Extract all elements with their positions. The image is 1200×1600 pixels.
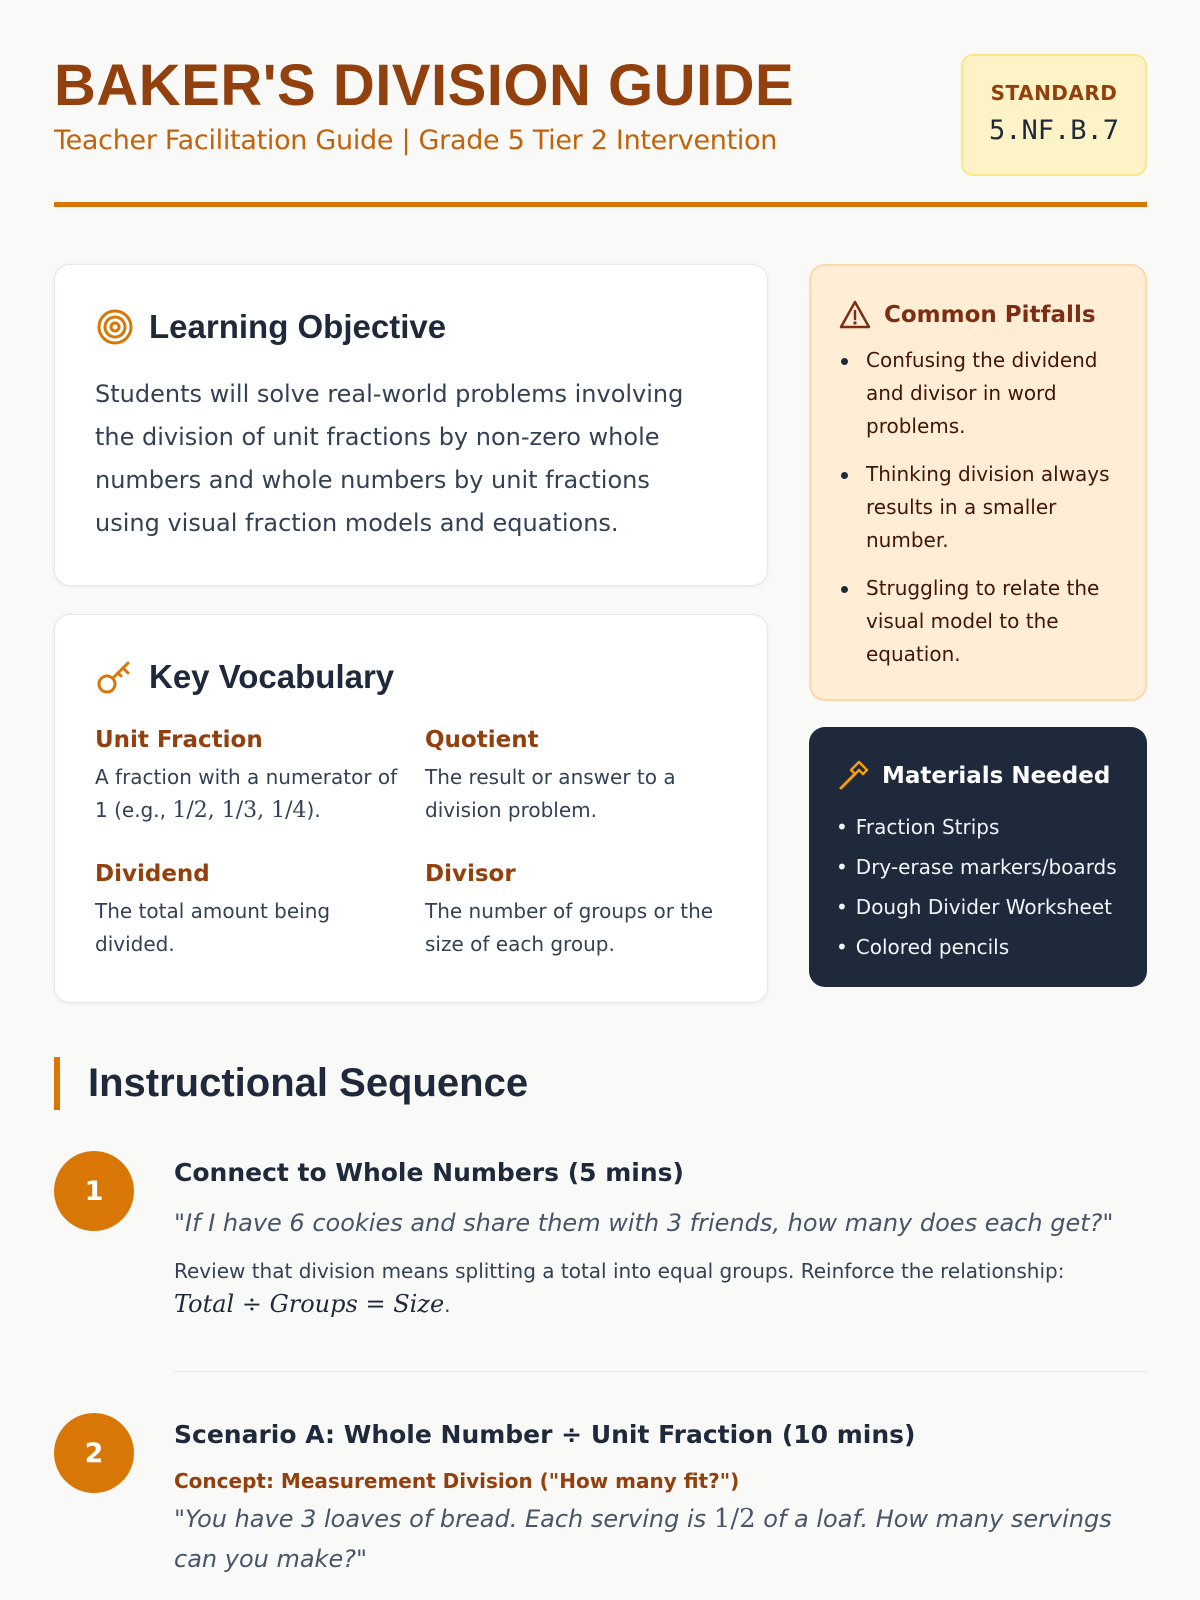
step-text: Review that division means splitting a total into equal groups. Reinforce the relationship: Total ÷ Groups = Size. — [174, 1259, 1065, 1318]
learning-objective-heading: Learning Objective — [95, 307, 446, 347]
step-title: Scenario A: Whole Number ÷ Unit Fraction (10 mins) — [174, 1420, 916, 1449]
vocab-term: Dividend — [95, 861, 210, 887]
materials-needed-card — [809, 727, 1147, 987]
list-item: • Colored pencils — [836, 927, 1117, 967]
instructional-sequence-heading: Instructional Sequence — [54, 1057, 528, 1110]
vocab-definition: The total amount being divided. — [95, 899, 331, 956]
learning-objective-text: Students will solve real-world problems involving the division of unit fractions by non-zero whole numbers and whole numbers by unit fractions using visual fraction models and equations. — [95, 380, 684, 537]
step-number-badge: 2 — [54, 1413, 134, 1493]
standard-code: 5.NF.B.7 — [988, 115, 1120, 146]
vocab-item-quotient — [425, 727, 735, 827]
vocab-term: Quotient — [425, 727, 539, 753]
common-pitfalls-card — [809, 264, 1147, 701]
vocab-item-unit-fraction — [95, 727, 405, 827]
learning-objective-card — [54, 264, 768, 586]
list-item: Confusing the dividend and divisor in word problems. — [838, 344, 1128, 443]
step-divider — [174, 1371, 1147, 1372]
key-vocabulary-card — [54, 614, 768, 1003]
step-equation: Total ÷ Groups = Size — [174, 1290, 445, 1318]
step-number-badge: 1 — [54, 1151, 134, 1231]
standard-badge — [961, 54, 1147, 176]
key-icon — [95, 657, 135, 697]
page-subtitle: Teacher Facilitation Guide | Grade 5 Tier 2 Intervention — [54, 125, 778, 156]
warning-triangle-icon — [838, 298, 872, 332]
standard-label: STANDARD — [990, 81, 1118, 105]
vocab-item-divisor — [425, 861, 735, 961]
list-item: Struggling to relate the visual model to the equation. — [838, 572, 1128, 671]
vocab-definition: The result or answer to a division problem. — [425, 765, 676, 822]
vocab-term: Unit Fraction — [95, 727, 263, 753]
list-item: Thinking division always results in a smaller number. — [838, 458, 1128, 557]
vocab-item-dividend — [95, 861, 405, 961]
guide-page — [54, 0, 1147, 1573]
list-item: • Fraction Strips — [836, 807, 1117, 847]
list-item: • Dry-erase markers/boards — [836, 847, 1117, 887]
vocab-definition: The number of groups or the size of each group. — [425, 899, 714, 956]
step-concept: Concept: Measurement Division ("How many fit?") — [174, 1469, 740, 1493]
key-vocabulary-heading: Key Vocabulary — [95, 657, 394, 697]
pitfalls-list — [838, 344, 1128, 686]
step-quote: "You have 3 loaves of bread. Each serving is 1/2 of a loaf. How many servings can you make?" — [174, 1504, 1112, 1573]
list-item: • Dough Divider Worksheet — [836, 887, 1117, 927]
step-1 — [174, 1158, 1147, 1322]
materials-needed-heading: Materials Needed — [836, 759, 1110, 793]
common-pitfalls-heading: Common Pitfalls — [838, 298, 1096, 332]
step-2 — [174, 1420, 1147, 1579]
target-icon — [95, 307, 135, 347]
page-header — [54, 0, 1147, 207]
vocab-term: Divisor — [425, 861, 516, 887]
step-quote: "If I have 6 cookies and share them with 3 friends, how many does each get?" — [174, 1209, 1114, 1237]
page-title: BAKER'S DIVISION GUIDE — [54, 53, 795, 118]
step-title: Connect to Whole Numbers (5 mins) — [174, 1158, 684, 1187]
vocab-definition: A fraction with a numerator of 1 (e.g., 1/2, 1/3, 1/4). — [95, 765, 398, 823]
hammer-icon — [836, 759, 870, 793]
materials-list — [836, 807, 1117, 967]
